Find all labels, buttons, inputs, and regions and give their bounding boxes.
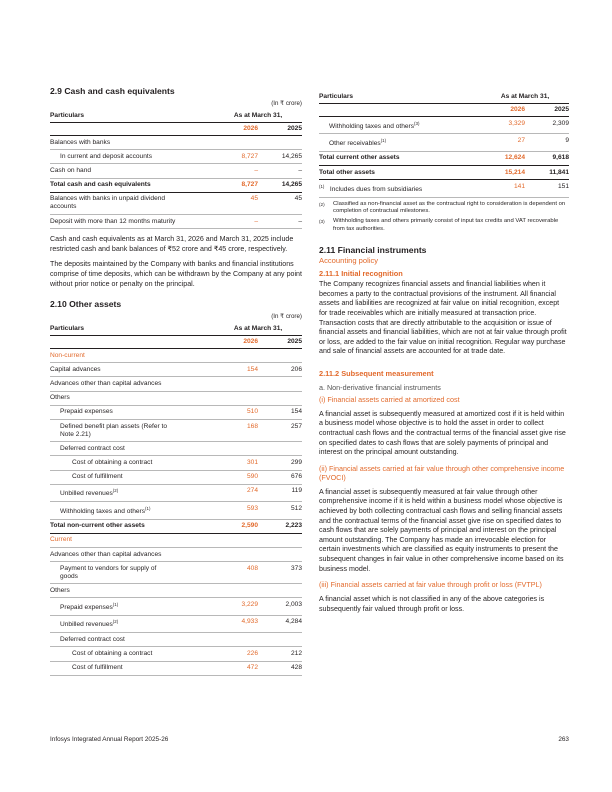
footnotes bbox=[319, 201, 569, 234]
table-row bbox=[50, 377, 302, 391]
row-value-2025: 14,265 bbox=[258, 150, 302, 164]
row-label: Other receivables bbox=[329, 140, 381, 148]
table-row bbox=[50, 502, 302, 519]
row-value-2025: 257 bbox=[258, 420, 302, 442]
row-label: In current and deposit accounts bbox=[50, 150, 214, 164]
year-prior: 2025 bbox=[258, 123, 302, 136]
row-value-2025: 512 bbox=[258, 502, 302, 519]
row-value-2025: 212 bbox=[258, 647, 302, 661]
other-unit-label: (In ₹ crore) bbox=[271, 313, 302, 321]
row-value-2026: 168 bbox=[214, 420, 258, 442]
table-row bbox=[50, 615, 302, 632]
row-value-2025: 151 bbox=[525, 180, 569, 197]
row-value-2026: 4,933 bbox=[214, 615, 258, 632]
cont-year-row bbox=[319, 104, 569, 117]
table-row bbox=[50, 164, 302, 178]
row-label: Unbilled revenues bbox=[60, 490, 113, 498]
cash-paragraph-2: The deposits maintained by the Company with banks and financial institutions comprise of time deposits, which can be withdrawn by the Company at any point without prior notice or penalty on the principal. bbox=[50, 260, 302, 288]
row-value-2025: 11,841 bbox=[525, 165, 569, 179]
row-value-2025: 2,309 bbox=[525, 117, 569, 134]
footnote-ref: (1) bbox=[145, 505, 151, 511]
as-at-header: As at March 31, bbox=[214, 109, 302, 123]
row-value-2026: 510 bbox=[214, 405, 258, 419]
footnote-ref: (1) bbox=[319, 183, 325, 189]
row-value-2025: – bbox=[258, 164, 302, 178]
fvtpl-paragraph: A financial asset which is not classified in any of the above categories is subsequently fair valued through profit or loss. bbox=[319, 595, 545, 613]
row-label: Unbilled revenues bbox=[60, 621, 113, 629]
row-value-2026: 301 bbox=[214, 456, 258, 470]
particulars-header: Particulars bbox=[50, 322, 214, 336]
total-row bbox=[319, 165, 569, 179]
row-value-2026: 8,727 bbox=[214, 150, 258, 164]
row-label: Total other assets bbox=[319, 165, 481, 179]
row-value-2026: – bbox=[214, 164, 258, 178]
row-value-2026: 15,214 bbox=[481, 165, 525, 179]
table-row bbox=[50, 405, 302, 419]
amortized-cost-paragraph: A financial asset is subsequently measured at amortized cost if it is held within a business model whose objective is to hold the asset in order to collect contractual cash flows and the contractual terms of the financial asset give rise on specified dates to cash flows that are solely payments of principal and interest on the principal amount outstanding. bbox=[319, 409, 566, 457]
row-label: Total non-current other assets bbox=[50, 519, 214, 533]
table-row bbox=[50, 150, 302, 164]
row-value-2025: 373 bbox=[258, 562, 302, 584]
row-label: Others bbox=[50, 391, 302, 405]
row-value-2025: 9,618 bbox=[525, 151, 569, 165]
footnote-ref: (2) bbox=[112, 488, 119, 494]
row-label: Deposit with more than 12 months maturity bbox=[50, 214, 214, 228]
fin-instruments-title: 2.11 Financial instruments bbox=[319, 245, 427, 256]
row-value-2025: 428 bbox=[258, 661, 302, 675]
row-label: Cost of fulfillment bbox=[50, 470, 214, 484]
row-label: Payment to vendors for supply of goods bbox=[50, 562, 214, 584]
year-prior: 2025 bbox=[258, 336, 302, 349]
cash-table-header bbox=[50, 109, 302, 123]
row-value-2026: 590 bbox=[214, 470, 258, 484]
row-value-2026: 8,727 bbox=[214, 178, 258, 192]
initial-recognition-heading: 2.11.1 Initial recognition bbox=[319, 269, 403, 279]
row-label: Withholding taxes and others bbox=[329, 122, 415, 130]
footnote-text: Classified as non-financial asset as the contractual right to consideration is dependent on completion of contractual milestones. bbox=[333, 200, 566, 214]
as-at-header: As at March 31, bbox=[481, 90, 569, 104]
row-value-2025: 676 bbox=[258, 470, 302, 484]
footnote-key: (3) bbox=[319, 219, 325, 225]
row-value-2025: 154 bbox=[258, 405, 302, 419]
row-value-2026: 2,590 bbox=[214, 519, 258, 533]
row-label: Cash on hand bbox=[50, 164, 214, 178]
page-number: 263 bbox=[558, 736, 569, 743]
row-label: Advances other than capital advances bbox=[50, 547, 302, 561]
cash-table bbox=[50, 109, 302, 229]
row-label: Advances other than capital advances bbox=[50, 377, 302, 391]
table-row bbox=[50, 598, 302, 615]
fvtpl-heading: (iii) Financial assets carried at fair value through profit or loss (FVTPL) bbox=[319, 580, 542, 590]
row-label: Balances with banks in unpaid dividend accounts bbox=[50, 192, 214, 214]
footnote-ref: (1) bbox=[112, 602, 119, 608]
row-label: Cost of obtaining a contract bbox=[50, 456, 214, 470]
row-value-2025: 9 bbox=[525, 134, 569, 151]
row-label: Cost of obtaining a contract bbox=[50, 647, 214, 661]
cash-paragraph-1: Cash and cash equivalents as at March 31, 2026 and March 31, 2025 include restricted cash and bank balances of ₹52 crore and ₹45 crore, respectively. bbox=[50, 235, 294, 253]
cash-section-title: 2.9 Cash and cash equivalents bbox=[50, 86, 175, 96]
row-value-2025: – bbox=[258, 214, 302, 228]
footnote bbox=[319, 201, 569, 216]
table-row bbox=[50, 547, 302, 561]
row-value-2026: 27 bbox=[481, 134, 525, 151]
row-label: Prepaid expenses bbox=[50, 405, 214, 419]
left-column bbox=[50, 86, 302, 676]
other-assets-table bbox=[50, 322, 302, 676]
row-value-2025: 206 bbox=[258, 363, 302, 377]
year-prior: 2025 bbox=[525, 104, 569, 117]
row-label: Total cash and cash equivalents bbox=[50, 178, 214, 192]
table-row bbox=[50, 484, 302, 501]
table-row bbox=[50, 391, 302, 405]
footnote-ref: (2) bbox=[112, 619, 119, 625]
row-value-2026: 141 bbox=[481, 180, 525, 197]
total-row bbox=[50, 178, 302, 192]
table-row bbox=[50, 470, 302, 484]
as-at-header: As at March 31, bbox=[214, 322, 302, 336]
other-assets-table-continued bbox=[319, 90, 569, 198]
other-table-header bbox=[50, 322, 302, 336]
year-current: 2026 bbox=[214, 336, 258, 349]
amortized-cost-heading: (i) Financial assets carried at amortized cost bbox=[319, 394, 460, 404]
table-row bbox=[50, 661, 302, 675]
row-value-2026: 593 bbox=[214, 502, 258, 519]
footnote-ref: (1) bbox=[380, 137, 387, 143]
cash-year-row bbox=[50, 123, 302, 136]
row-value-2026: 408 bbox=[214, 562, 258, 584]
table-row bbox=[50, 363, 302, 377]
footnote-ref: (3) bbox=[414, 120, 420, 126]
initial-recognition-paragraph: The Company recognizes financial assets and financial liabilities when it becomes a party to the contractual provisions of the instrument. All financial assets and liabilities are recognized at fair value on initial recognition, except for trade receivables which are initially measured at transaction price. Transaction costs that are directly attributable to the acquisition or issue of financial assets and financial liabilities, which are not at fair value through profit or loss, are added to the fair value on initial recognition. Regular way purchase and sale of financial assets are accounted for at trade date. bbox=[319, 280, 567, 356]
footnote-text: Withholding taxes and others primarily consist of input tax credits and VAT recoverable from tax authorities. bbox=[333, 218, 559, 232]
page-footer bbox=[50, 736, 569, 743]
particulars-header: Particulars bbox=[50, 109, 214, 123]
row-value-2026: 472 bbox=[214, 661, 258, 675]
row-label: Cost of fulfillment bbox=[50, 661, 214, 675]
table-row bbox=[50, 192, 302, 214]
row-label: Balances with banks bbox=[50, 136, 214, 150]
row-value-2025: 299 bbox=[258, 456, 302, 470]
accounting-policy-heading: Accounting policy bbox=[319, 256, 379, 266]
fvoci-paragraph: A financial asset is subsequently measured at fair value through other comprehensive income if it is held within a business model whose objective is achieved by both collecting contractual cash flows and selling financial assets and the contractual terms of the financial asset give rise on specified dates to cash flows that are solely payments of principal and interest on the principal amount outstanding. The Company has made an irrevocable election for certain investments which are classified as equity instruments to present the subsequent changes in fair value in other comprehensive income based on its business model. bbox=[319, 487, 564, 573]
row-value-2026: 3,329 bbox=[481, 117, 525, 134]
footnote-key: (2) bbox=[319, 201, 325, 207]
row-label: Includes dues from subsidiaries bbox=[329, 185, 423, 193]
row-value-2025 bbox=[258, 136, 302, 150]
total-row bbox=[50, 519, 302, 533]
right-column bbox=[319, 90, 569, 614]
total-row bbox=[319, 151, 569, 165]
table-row bbox=[50, 584, 302, 598]
row-value-2026: 274 bbox=[214, 484, 258, 501]
year-current: 2026 bbox=[481, 104, 525, 117]
row-label: Deferred contract cost bbox=[50, 633, 302, 647]
other-year-row bbox=[50, 336, 302, 349]
row-value-2026 bbox=[214, 136, 258, 150]
table-row bbox=[50, 562, 302, 584]
row-value-2025: 2,223 bbox=[258, 519, 302, 533]
row-label: Total current other assets bbox=[319, 151, 481, 165]
row-value-2026: 3,229 bbox=[214, 598, 258, 615]
row-label: Defined benefit plan assets (Refer to Note 2.21) bbox=[50, 420, 214, 442]
table-row bbox=[50, 420, 302, 442]
row-value-2026: 226 bbox=[214, 647, 258, 661]
report-name: Infosys Integrated Annual Report 2025-26 bbox=[50, 736, 169, 743]
row-value-2025: 4,284 bbox=[258, 615, 302, 632]
row-value-2026: 154 bbox=[214, 363, 258, 377]
section-row-non-current bbox=[50, 349, 302, 363]
row-label: Withholding taxes and others bbox=[60, 507, 146, 515]
cash-unit-label: (In ₹ crore) bbox=[271, 100, 302, 107]
row-label: Prepaid expenses bbox=[60, 604, 113, 612]
year-current: 2026 bbox=[214, 123, 258, 136]
other-assets-section-title: 2.10 Other assets bbox=[50, 299, 122, 310]
row-value-2026: 12,624 bbox=[481, 151, 525, 165]
row-label: Deferred contract cost bbox=[50, 442, 302, 456]
row-value-2025: 14,265 bbox=[258, 178, 302, 192]
row-label: Current bbox=[50, 533, 302, 547]
table-row bbox=[50, 136, 302, 150]
non-derivative-heading: a. Non-derivative financial instruments bbox=[319, 382, 441, 392]
table-row bbox=[50, 456, 302, 470]
table-row bbox=[319, 180, 569, 197]
row-value-2026: 45 bbox=[214, 192, 258, 214]
table-row bbox=[319, 117, 569, 134]
fvoci-heading: (ii) Financial assets carried at fair value through other comprehensive income (FVOCI) bbox=[319, 463, 565, 482]
section-row-current bbox=[50, 533, 302, 547]
table-row bbox=[50, 214, 302, 228]
footnote bbox=[319, 218, 569, 233]
cont-table-header bbox=[319, 90, 569, 104]
row-label: Others bbox=[50, 584, 302, 598]
row-label: Non-current bbox=[50, 349, 302, 363]
table-row bbox=[319, 134, 569, 151]
table-row bbox=[50, 633, 302, 647]
row-value-2025: 119 bbox=[258, 484, 302, 501]
particulars-header: Particulars bbox=[319, 90, 481, 104]
table-row bbox=[50, 647, 302, 661]
table-row bbox=[50, 442, 302, 456]
row-value-2025: 2,003 bbox=[258, 598, 302, 615]
row-value-2025: 45 bbox=[258, 192, 302, 214]
subsequent-measurement-heading: 2.11.2 Subsequent measurement bbox=[319, 368, 434, 378]
row-value-2026: – bbox=[214, 214, 258, 228]
row-label: Capital advances bbox=[50, 363, 214, 377]
